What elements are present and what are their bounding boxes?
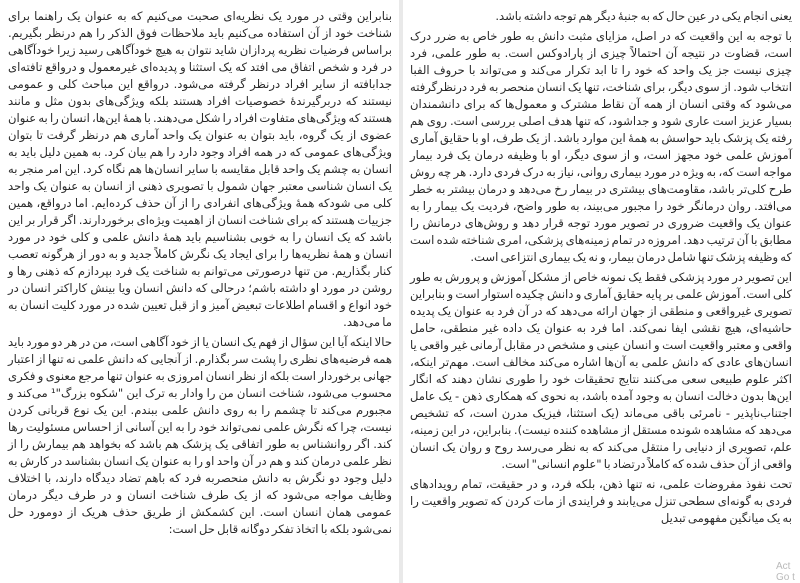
paragraph: با توجه به این واقعیت که در اصل، مزایای مثبت دانش به طور خاص به ضرر درک است، قضاوت در نتیجه آن احتمالاً چیزی از پارادوکس است. به طور علمی، فرد چیزی نیست جز یک واحد که خود را تا ابد تکرار می‌کند و می‌تواند با حروف الفبا انتخاب شود. از سوی دیگر، برای شناخت، تنها یک انسان منحصر به فرد درنظرگرفته می‌شود که وقتی انسان از همه آن نقاط مشترک و معمول‌ها که برای دانشمندان بسیار عزیز است عاری شود و جداشود، که تنها هدف اصلی بررسی است. روی هم رفته یک پزشک باید حواسش به همهٔ این موارد باشد. از یک طرف، او با حقایق آماری آموزش علمی خود مجهز است، و از سوی دیگر، او با وظیفه درمان یک فرد بیمار مواجه است که، به ویژه در مورد بیماری روانی، نیاز به درک فردی دارد. هر چه روش طرح کلی‌تر باشد، مقاومت‌های بیشتری در بیمار رخ می‌دهد و درمان بیشتر به خطر می‌افتد. روان درمانگر خود را مجبور می‌بیند، به طور واضح، فردیت یک بیمار را به عنوان یک واقعیت ضروری در تصویر مورد توجه قرار دهد و روش‌های درمانش را مطابق با آن ترتیب دهد. امروزه در تمام زمینه‌های پزشکی، امری شناخته شده است که وظیفه پزشک تنها شامل درمان بیمار، و نه یک بیماری انتزاعی است. [410,29,792,264]
paragraph: بنابراین وقتی در مورد یک نظریه‌ای صحبت می‌کنیم که به عنوان یک راهنما برای شناخت خود از آن استفاده می‌کنیم باید ملاحظات فوق الذکر را هم درنظر بگیریم. براساس فرضیات نظریه پردازان شاید نتوان به هیچ خودآگاهی رسید زیرا خودآگاهی در فرد و شخص اتفاق می افتد که یک استثنا و پدیده‌ای غیرمعمول و درواقع تافته‌ای جدابافته از سایر افراد درنظر گرفته می‌شود. درواقع این مباحث کلی و عمومی نیستند که دربرگیرندهٔ خصوصیات افراد هستند بلکه ویژگی‌های بدون مثل و مانند هستند که ویژگی‌های متفاوت افراد را شکل می‌دهند. با همهٔ این‌ها، انسان را به عنوان عضوی از یک گروه، باید بتوان به عنوان یک واحد آماری هم درنظر گرفت تا بتوان ویژگی‌های عمومی که در همه افراد وجود دارد را هم بیان کرد. به همین دلیل باید به انسان به چشم یک واحد قابل مقایسه با سایر انسان‌ها هم نگاه کرد. این امر منجر به یک انسان شناسی معتبر جهان شمول با تصویری ذهنی از انسان به عنوان یک واحد کلی می شودکه همهٔ ویژگی‌های انفرادی را از آن حذف کرده‌ایم. اما درواقع، همین جزییات هستند که برای شناخت انسان از اهمیت ویژه‌ای برخوردارند. اگر قرار بر این باشد که یک انسان را به خوبی بشناسیم باید همهٔ دانش علمی و کلی خود در مورد انسان و همهٔ نظریه‌ها را برای ایجاد یک نگرش کاملاً جدید و به دور از هرگونه تعصب کنار بگذاریم. من تنها درصورتی می‌توانم به شناخت یک فرد بپردازم که ذهنی رها و روشن در مورد او داشته باشم؛ درحالی که دانش انسان ویا بینش کاراکتر انسان در خود انواع و اقسام اطلاعات تبعیض آمیز و از قبل تعیین شده در مورد کلیت انسان به ما می‌دهد. [8,9,392,329]
watermark-line-1: Act [776,561,791,572]
paragraph: تحت نفوذ مفروضات علمی، نه تنها ذهن، بلکه فرد، و در حقیقت، تمام رویدادهای فردی به گونه‌ای سطحی تنزل می‌یابند و فرایندی از مات کردن که تصویر واقعیت را به یک میانگین مفهومی تبدیل [410,477,792,525]
paragraph: حالا اینکه آیا این سؤال از فهم یک انسان یا از خود آگاهی است، من در هر دو مورد باید همه فرضیه‌های نظری را پشت سر بگذارم. از آنجایی که دانش علمی نه تنها از اعتبار جهانی برخوردار است بلکه از نظر انسان امروزی به عنوان تنها مرجع معنوی و فکری محسوب می‌شود، شناخت انسان من را وادار به ترک این "شکوه بزرگ"¹ می‌کند و مجبورم می‌کند تا چشمم را به روی دانش علمی ببندم. این یک نوع قربانی کردن نیست، چرا که نگرش علمی نمی‌تواند خود را به این آسانی از احساس مسئولیت رها کند. اگر روانشناس به طور اتفاقی یک پزشک هم باشد که بخواهد هم بیمارش را از نظر علمی درمان کند و هم در آن واحد او را به عنوان یک انسان بشناسد در کارش به دلیل وجود دو نگرش به دانش منحصربه فرد که باهم تضاد دیدگاه دارند، با اختلاف وظایف مواجه می‌شود که از یک طرف شناخت انسان و در طرف دیگر درمان عمومی همان انسان است. این کشمکش از طریق حذف هریک از دومورد حل نمی‌شود بلکه با اتخاذ تفکر دوگانه قابل حل است: [8,335,392,536]
paragraph: یعنی انجام یکی در عین حال که به جنبهٔ دیگر هم توجه داشته باشد. [495,9,792,23]
paragraph: این تصویر در مورد پزشکی فقط یک نمونه خاص از مشکل آموزش و پرورش به طور کلی است. آموزش علمی بر پایه حقایق آماری و دانش چکیده استوار است و بنابراین تصویری غیرواقعی و منطقی از جهان ارائه می‌دهد که در آن فرد به عنوان یک پدیده حاشیه‌ای، هیچ نقشی ایفا نمی‌کند. اما فرد به عنوان یک داده غیر منطقی، حامل واقعی و معتبر واقعیت است و انسان عینی و مشخص در مقابل آرمانی غیر واقعی یا انسان‌های عادی که دانش علمی به آن‌ها اشاره می‌کند مخالف است. مهم‌تر اینکه، اکثر علوم طبیعی سعی می‌کنند نتایج تحقیقات خود را طوری نشان دهند که انگار این‌ها بدون دخالت انسان به وجود آمده باشد، به نحوی که همکاری ذهن - یک عامل اجتناب‌ناپذیر - نامرئی باقی می‌ماند (یک استثنا، فیزیک مدرن است، که تشخیص می‌دهد که مشاهده شونده مستقل از مشاهده کننده نیست). بنابراین، در این زمینه، علم، تصویری از دنیایی را منتقل می‌کند که به نظر می‌رسد روح و روان یک انسان واقعی از آن حذف شده که کاملاً درتضاد با "علوم انسانی" است. [410,270,792,471]
page-divider [399,0,403,583]
activation-watermark [776,561,800,583]
watermark-line-2: Go t [776,572,795,583]
right-page [404,0,800,530]
left-page [0,0,398,541]
